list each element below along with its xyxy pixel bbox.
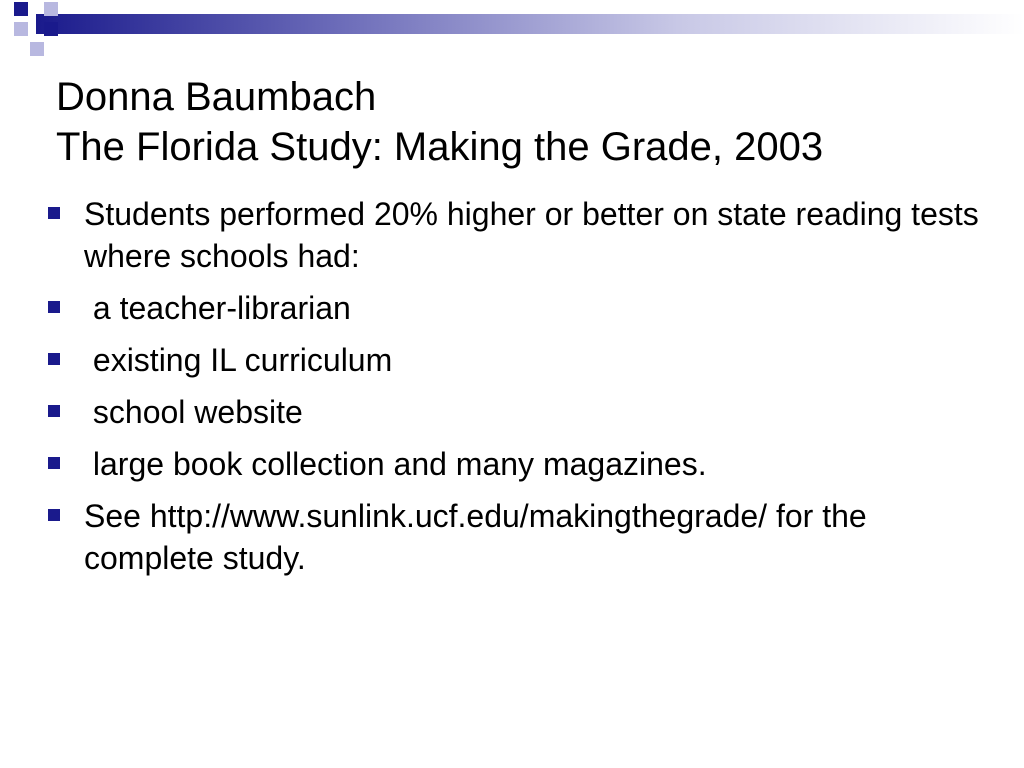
bullet-text: See http://www.sunlink.ucf.edu/makingthegrade/ for the complete study. (84, 498, 867, 576)
decor-square-icon (14, 22, 28, 36)
slide-title (56, 72, 996, 172)
square-bullet-icon (48, 301, 60, 313)
title-author: Donna Baumbach (56, 75, 377, 119)
decor-square-icon (44, 2, 58, 16)
bullet-text: large book collection and many magazines. (84, 446, 707, 482)
bullet-item (44, 287, 984, 329)
bullet-item (44, 495, 984, 579)
bullet-text: a teacher-librarian (84, 290, 351, 326)
decor-square-icon (14, 2, 28, 16)
bullet-text: school website (84, 394, 303, 430)
bullet-item (44, 391, 984, 433)
square-bullet-icon (48, 353, 60, 365)
bullet-item (44, 443, 984, 485)
header-gradient-bar (36, 14, 1024, 34)
decor-square-icon (44, 22, 58, 36)
square-bullet-icon (48, 457, 60, 469)
decor-square-icon (30, 42, 44, 56)
bullet-text: existing IL curriculum (84, 342, 393, 378)
bullet-text: Students performed 20% higher or better on state reading tests where schools had: (84, 196, 979, 274)
square-bullet-icon (48, 405, 60, 417)
title-study: The Florida Study: Making the Grade, 2003 (56, 125, 824, 169)
square-bullet-icon (48, 207, 60, 219)
bullet-item (44, 193, 984, 277)
square-bullet-icon (48, 509, 60, 521)
bullet-item (44, 339, 984, 381)
bullet-list (44, 193, 984, 589)
